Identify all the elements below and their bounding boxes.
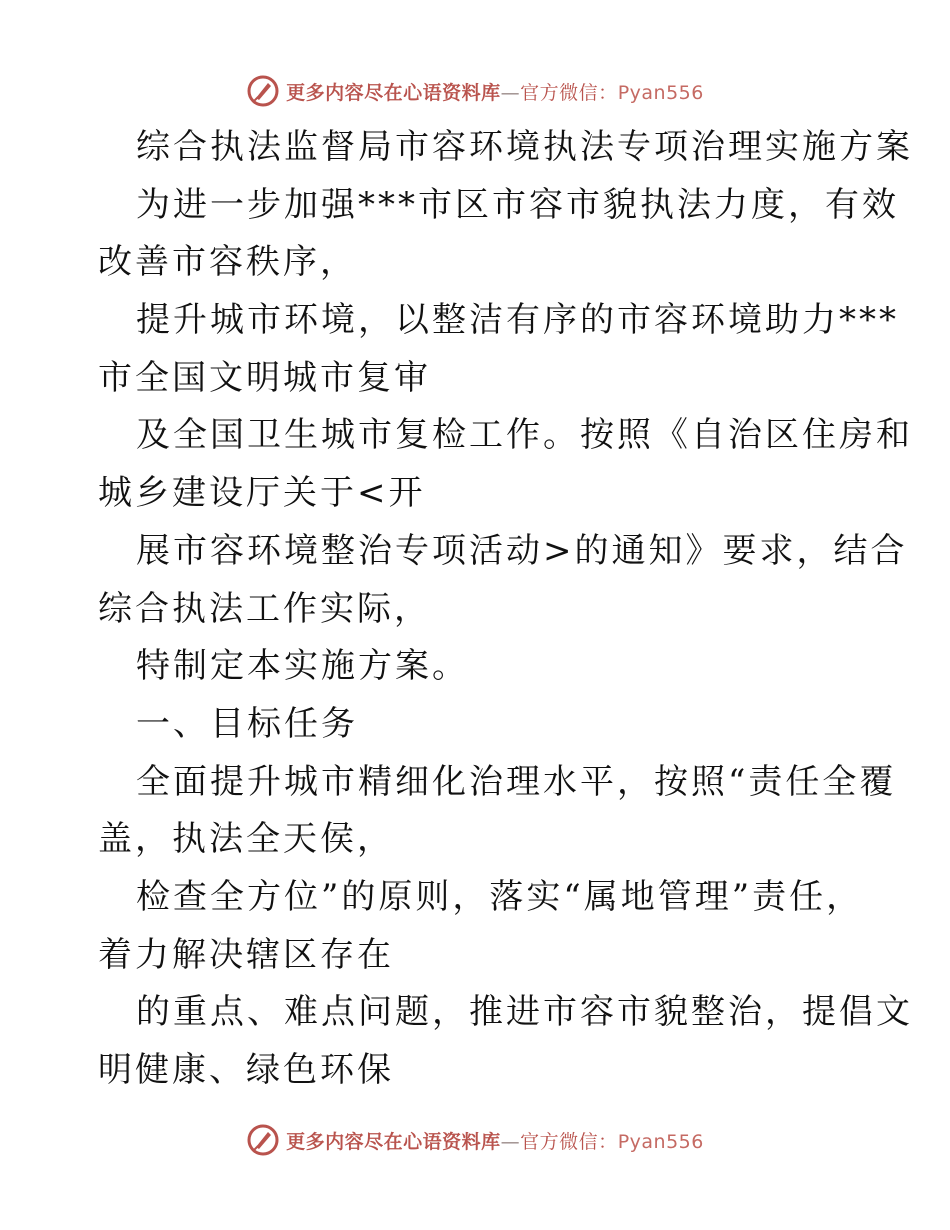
paragraph-line: 改善市容秩序， — [98, 242, 357, 283]
paragraph-line: 明健康、绿色环保 — [98, 1050, 394, 1090]
paragraph-line: 着力解决辖区存在 — [98, 934, 394, 975]
feather-logo-icon — [246, 74, 280, 108]
banner-main-text: 更多内容尽在心语资料库 — [286, 1130, 501, 1153]
feather-logo-icon — [246, 1123, 280, 1157]
paragraph-line: 综合执法工作实际， — [98, 588, 431, 629]
document-title: 综合执法监督局市容环境执法专项治理实施方案 — [136, 127, 913, 167]
banner-main-text: 更多内容尽在心语资料库 — [286, 81, 501, 104]
paragraph-line: 及全国卫生城市复检工作。按照《自治区住房和 — [136, 415, 913, 456]
banner-wechat-id: Pyan556 — [617, 81, 704, 104]
footer-banner — [0, 1120, 950, 1160]
paragraph-line: 市全国文明城市复审 — [98, 357, 431, 398]
paragraph-line: 为进一步加强***市区市容市貌执法力度，有效 — [136, 184, 899, 225]
banner-wechat-label: 官方微信： — [520, 1130, 618, 1153]
header-banner — [0, 71, 950, 111]
paragraph-line: 盖，执法全天侯， — [98, 819, 394, 860]
paragraph-line: 城乡建设厅关于<开 — [98, 473, 426, 514]
paragraph-line: 提升城市环境，以整洁有序的市容环境助力*** — [136, 300, 899, 341]
section-heading: 一、目标任务 — [136, 703, 358, 744]
paragraph-line: 特制定本实施方案。 — [136, 646, 469, 687]
paragraph-line: 的重点、难点问题，推进市容市貌整治，提倡文 — [136, 992, 913, 1033]
banner-dash: — — [500, 81, 521, 104]
paragraph-line: 全面提升城市精细化治理水平，按照“责任全覆 — [136, 761, 897, 802]
document-body — [98, 119, 913, 1100]
banner-wechat-label: 官方微信： — [520, 81, 618, 104]
banner-wechat-id: Pyan556 — [617, 1130, 704, 1153]
paragraph-line: 展市容环境整治专项活动>的通知》要求，结合 — [136, 530, 908, 571]
paragraph-line: 检查全方位”的原则，落实“属地管理”责任， — [136, 876, 864, 917]
banner-dash: — — [500, 1130, 521, 1153]
